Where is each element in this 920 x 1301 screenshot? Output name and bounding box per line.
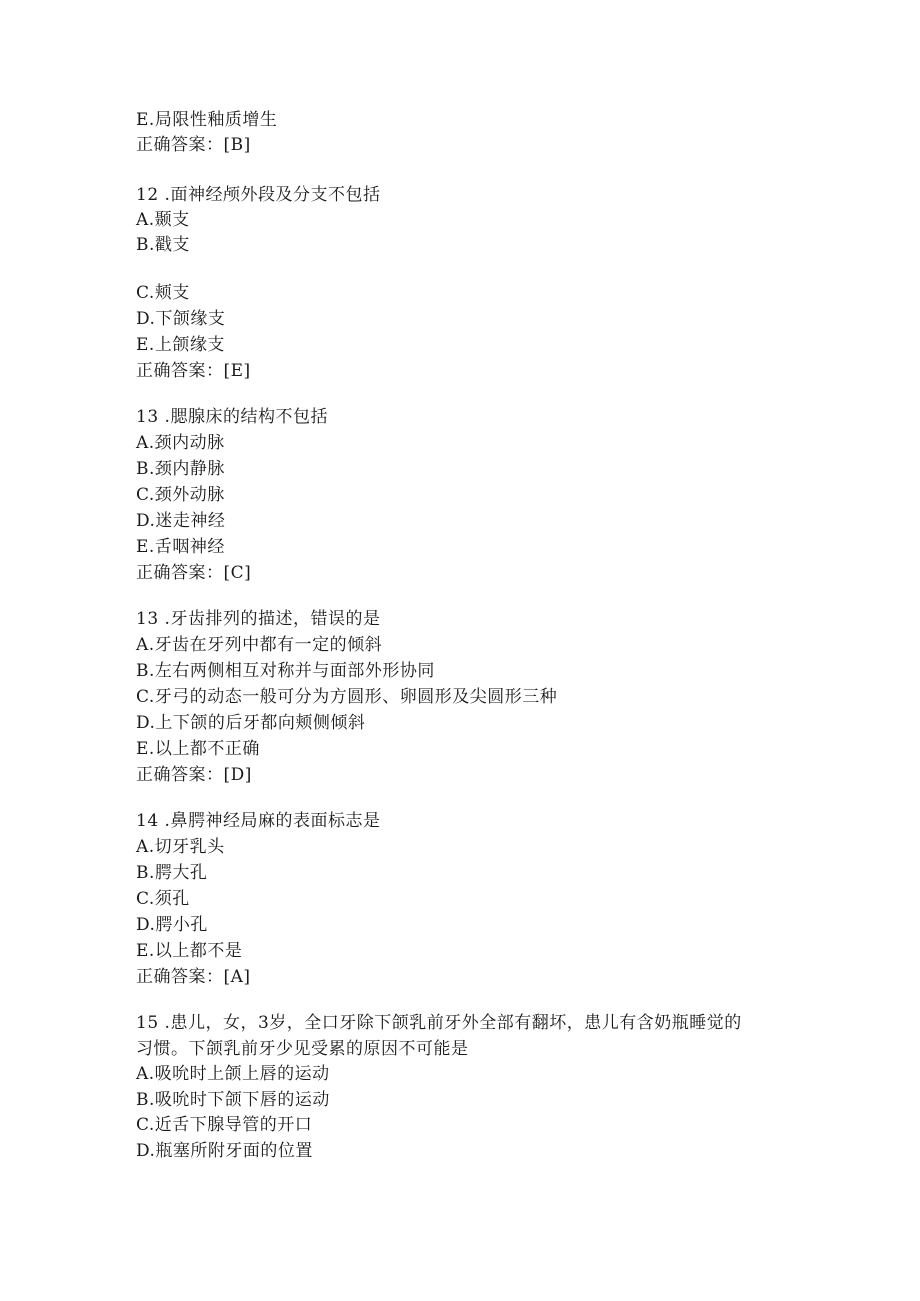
option-line: B.腭大孔 (136, 863, 208, 883)
option-line: A.切牙乳头 (136, 837, 225, 857)
option-line: C.颈外动脉 (136, 485, 225, 505)
option-line: A.颞支 (136, 210, 190, 230)
option-line: B.颈内静脉 (136, 459, 225, 479)
answer-line: 正确答案：[B] (136, 135, 251, 155)
question-line: 14 .鼻腭神经局麻的表面标志是 (136, 811, 381, 831)
option-line: B.左右两侧相互对称并与面部外形协同 (136, 661, 435, 681)
option-line: D.下颌缘支 (136, 309, 226, 329)
option-line: C.须孔 (136, 889, 190, 909)
option-line: B.戳支 (136, 235, 190, 255)
option-line: C.颊支 (136, 283, 190, 303)
answer-line: 正确答案：[A] (136, 967, 251, 987)
question-line: 13 .腮腺床的结构不包括 (136, 407, 328, 427)
option-line: E.以上都不正确 (136, 739, 260, 759)
option-line: E.上颌缘支 (136, 335, 225, 355)
question-line: 12 .面神经颅外段及分支不包括 (136, 185, 381, 205)
option-line: A.牙齿在牙列中都有一定的倾斜 (136, 635, 383, 655)
option-line: A.吸吮时上颌上唇的运动 (136, 1064, 330, 1084)
option-line: E.舌咽神经 (136, 537, 225, 557)
answer-line: 正确答案：[E] (136, 361, 251, 381)
option-line: D.上下颌的后牙都向颊侧倾斜 (136, 713, 366, 733)
question-line: 15 .患儿，女，3岁，全口牙除下颌乳前牙外全部有翻坏，患儿有含奶瓶睡觉的 (136, 1013, 742, 1033)
option-line: C.牙弓的动态一般可分为方圆形、卵圆形及尖圆形三种 (136, 687, 558, 707)
option-line: C.近舌下腺导管的开口 (136, 1115, 313, 1135)
option-line: A.颈内动脉 (136, 433, 225, 453)
option-line: B.吸吮时下颌下唇的运动 (136, 1090, 330, 1110)
option-line: D.瓶塞所附牙面的位置 (136, 1141, 313, 1161)
option-line: D.腭小孔 (136, 915, 208, 935)
answer-line: 正确答案：[D] (136, 765, 252, 785)
option-line: E.局限性釉质增生 (136, 110, 278, 130)
answer-line: 正确答案：[C] (136, 563, 252, 583)
question-line: 13 .牙齿排列的描述，错误的是 (136, 609, 381, 629)
option-line: D.迷走神经 (136, 511, 226, 531)
option-line: E.以上都不是 (136, 941, 243, 961)
question-line: 习惯。下颌乳前牙少见受累的原因不可能是 (136, 1039, 469, 1059)
